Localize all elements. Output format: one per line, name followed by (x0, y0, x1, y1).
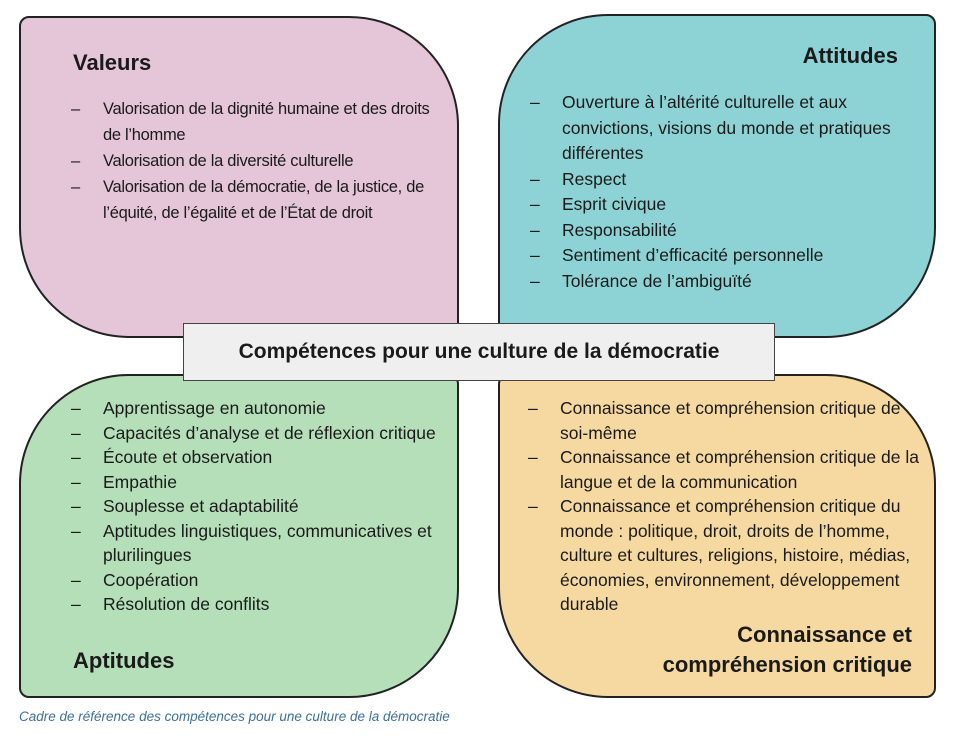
quadrant-valeurs (19, 16, 459, 338)
dash-marker: – (530, 168, 540, 189)
list-item-text: Apprentissage en autonomie (103, 398, 326, 418)
list-item-text: Connaissance et compréhension critique du monde : politique, droit, droits de l’homme, culture et cultures, religions, histoire, médias, économies, environnement, développement durable (560, 496, 911, 614)
dash-marker: – (530, 245, 540, 265)
list-item-text: Écoute et observation (103, 447, 273, 467)
list-item (71, 174, 431, 226)
list-item-text: Sentiment d’efficacité personnelle (562, 245, 824, 265)
dash-marker: – (71, 471, 81, 492)
list-item-text: Ouverture à l’altérité culturelle et aux convictions, visions du monde et pratiques différentes (562, 92, 891, 163)
dash-marker: – (71, 594, 81, 614)
dash-marker: – (528, 447, 538, 467)
quadrant-attitudes (498, 14, 936, 338)
list-item-text: Responsabilité (562, 219, 677, 240)
dash-marker: – (530, 219, 540, 240)
list-item-text: Coopération (103, 569, 199, 590)
list-item-text: Souplesse et adaptabilité (103, 496, 299, 516)
list-attitudes (530, 90, 930, 294)
list-item (71, 568, 461, 593)
dash-marker: – (528, 398, 538, 418)
list-item-text: Capacités d’analyse et de réflexion critique (103, 422, 436, 443)
list-item (528, 396, 928, 445)
list-item (71, 396, 461, 421)
quadrant-aptitudes (19, 374, 459, 698)
dash-marker: – (530, 92, 540, 112)
dash-marker: – (71, 496, 81, 516)
dash-marker: – (71, 178, 80, 196)
quadrant-connaissance (498, 374, 936, 698)
list-connaissance (528, 396, 928, 617)
dash-marker: – (71, 422, 81, 443)
list-item (530, 269, 930, 295)
list-valeurs (71, 96, 431, 226)
list-item-text: Empathie (103, 471, 177, 492)
list-item (71, 592, 461, 617)
list-item-text: Valorisation de la diversité culturelle (103, 152, 354, 170)
list-item-text: Tolérance de l’ambiguïté (562, 270, 752, 291)
dash-marker: – (530, 270, 540, 291)
quadrant-title-aptitudes: Aptitudes (73, 648, 175, 673)
dash-marker: – (528, 496, 538, 516)
dash-marker: – (71, 447, 81, 467)
list-item (71, 494, 461, 519)
center-title-box (183, 323, 775, 381)
list-item (71, 421, 461, 446)
list-item (528, 494, 928, 617)
list-item-text: Aptitudes linguistiques, communicatives et plurilingues (103, 520, 432, 565)
list-item (71, 96, 431, 148)
figure-caption: Cadre de référence des compétences pour une culture de la démocratie (19, 709, 450, 724)
list-item-text: Valorisation de la démocratie, de la justice, de l’équité, de l’égalité et de l’État de droit (103, 178, 424, 222)
dash-marker: – (71, 569, 81, 590)
dash-marker: – (71, 100, 80, 118)
list-item-text: Esprit civique (562, 194, 667, 214)
list-item (530, 90, 930, 167)
center-title: Compétences pour une culture de la démocratie (238, 340, 720, 363)
dash-marker: – (71, 520, 81, 541)
dash-marker: – (71, 152, 80, 170)
dash-marker: – (71, 398, 81, 418)
list-item (530, 192, 930, 218)
list-item (71, 445, 461, 470)
list-item-text: Respect (562, 168, 627, 189)
list-item (71, 470, 461, 495)
list-item (530, 218, 930, 244)
list-item-text: Connaissance et compréhension critique de la langue et de la communication (560, 447, 919, 492)
list-item (71, 519, 461, 568)
list-item-text: Connaissance et compréhension critique de soi-même (560, 398, 901, 443)
list-item (528, 445, 928, 494)
dash-marker: – (530, 194, 540, 214)
list-item (71, 148, 431, 174)
list-item (530, 243, 930, 269)
list-item (530, 167, 930, 193)
quadrant-title-valeurs: Valeurs (73, 50, 152, 75)
list-item-text: Résolution de conflits (103, 594, 270, 614)
quadrant-title-attitudes: Attitudes (802, 43, 898, 68)
list-item-text: Valorisation de la dignité humaine et des droits de l’homme (103, 100, 430, 144)
list-aptitudes (71, 396, 461, 617)
quadrant-title-connaissance: Connaissance et compréhension critique (662, 622, 912, 677)
